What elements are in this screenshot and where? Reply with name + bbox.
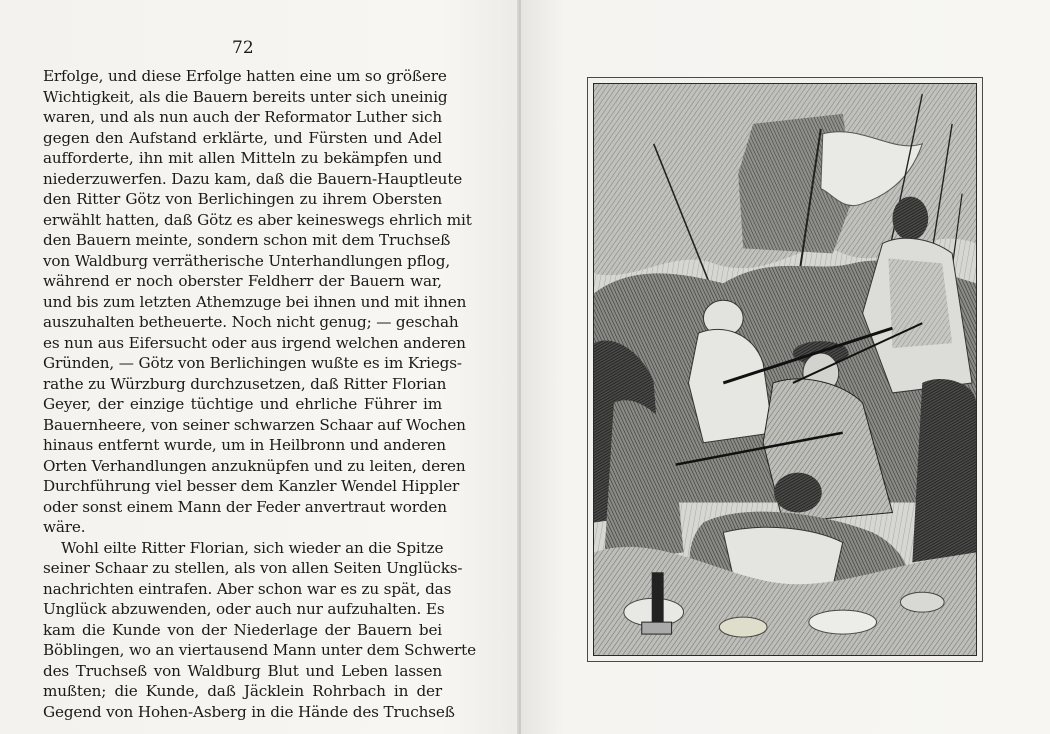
battle-scene-illustration [593,83,977,656]
text-line: nachrichten eintrafen. Aber schon war es zu spät, das [43,579,452,598]
text-line: Gründen, — Götz von Berlichingen wußte es im Kriegs- [43,354,462,372]
text-line: oder sonst einem Mann der Feder anvertraut worden [43,497,447,516]
engraving-image [594,84,976,655]
text-line: waren, und als nun auch der Reformator Luther sich [43,108,442,126]
text-line: Bauernheere, von seiner schwarzen Schaar auf Wochen [43,415,466,434]
text-line: seiner Schaar zu stellen, als von allen Seiten Unglücks- [43,559,463,577]
text-line: Orten Verhandlungen anzuknüpfen und zu leiten, deren [43,456,466,475]
illustration-frame [587,77,983,662]
text-line: Böblingen, wo an viertausend Mann unter dem Schwerte [43,641,476,659]
body-text [43,66,476,722]
text-line: Durchführung viel besser dem Kanzler Wendel Hippler [43,477,460,495]
text-line: aufforderte, ihn mit allen Mitteln zu bekämpfen und [43,149,442,167]
text-line: mußten; die Kunde, daß Jäcklein Rohrbach in der [43,682,442,700]
text-line: den Ritter Götz von Berlichingen zu ihrem Obersten [43,190,442,208]
text-line: Wohl eilte Ritter Florian, sich wieder an die Spitze [61,538,444,557]
text-line: niederzuwerfen. Dazu kam, daß die Bauern-Hauptleute [43,169,463,188]
text-line: von Waldburg verrätherische Unterhandlungen pflog, [43,251,451,270]
text-line: Gegend von Hohen-Asberg in die Hände des Truchseß [43,702,455,721]
text-line: wäre. [43,518,86,536]
page-number: 72 [232,38,254,58]
text-line: hinaus entfernt wurde, um in Heilbronn und anderen [43,436,446,454]
text-line: Unglück abzuwenden, oder auch nur aufzuhalten. Es [43,600,445,618]
text-line: Geyer, der einzige tüchtige und ehrliche Führer im [43,395,442,413]
text-line: und bis zum letzten Athemzuge bei ihnen und mit ihnen [43,292,467,311]
text-line: gegen den Aufstand erklärte, und Fürsten und Adel [43,128,442,147]
text-line: kam die Kunde von der Niederlage der Bauern bei [43,620,442,639]
text-line: Wichtigkeit, als die Bauern bereits unter sich uneinig [43,87,448,106]
text-line: den Bauern meinte, sondern schon mit dem Truchseß [43,231,451,249]
text-line: Erfolge, und diese Erfolge hatten eine um so größere [43,67,447,85]
text-line: es nun aus Eifersucht oder aus irgend welchen anderen [43,333,466,352]
text-line: während er noch oberster Feldherr der Bauern war, [43,272,442,290]
text-line: auszuhalten betheuerte. Noch nicht genug; — geschah [43,313,459,331]
text-line: erwählt hatten, daß Götz es aber keineswegs ehrlich mit [43,210,472,229]
text-line: des Truchseß von Waldburg Blut und Leben lassen [43,661,442,680]
text-line: rathe zu Würzburg durchzusetzen, daß Ritter Florian [43,374,447,393]
left-page [0,0,519,734]
